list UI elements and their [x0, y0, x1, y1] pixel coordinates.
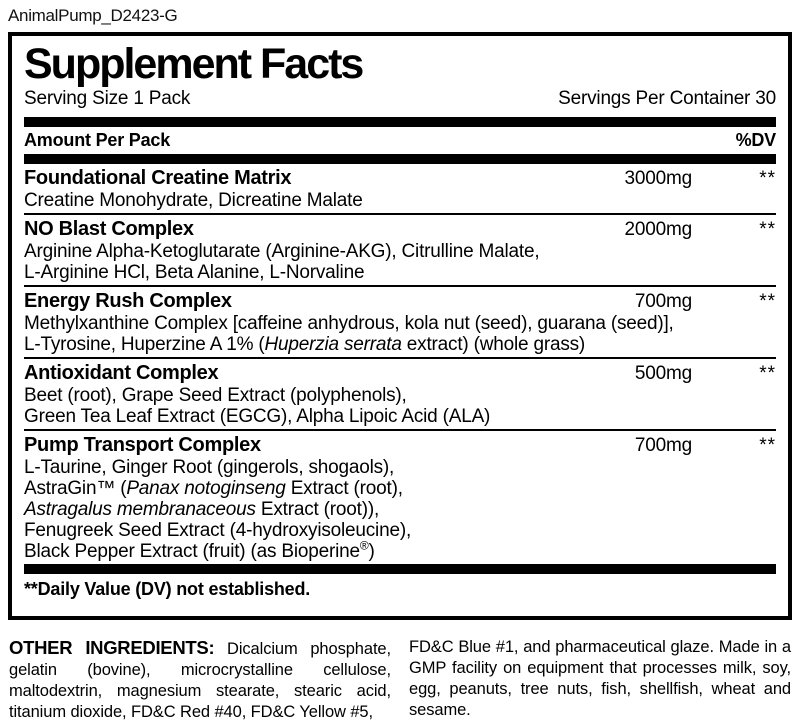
other-ingredients-column-1 [9, 637, 391, 723]
ingredient-description-line: L-Arginine HCl, Beta Alanine, L-Norvaline [24, 262, 365, 283]
dv-header: %DV [735, 130, 776, 150]
ingredient-description-line: Fenugreek Seed Extract (4-hydroxyisoleucine), [24, 520, 412, 541]
ingredient-description [24, 385, 776, 427]
ingredient-description [24, 313, 776, 355]
ingredient-row-top [24, 434, 776, 457]
ingredient-rows [24, 164, 776, 564]
divider-thick-header [24, 154, 776, 164]
document-label: AnimalPump_D2423-G [8, 6, 178, 25]
ingredient-amount: 2000mg [624, 219, 692, 240]
other-ingredients-heading: OTHER INGREDIENTS: [9, 637, 215, 658]
ingredient-dv: ** [759, 168, 776, 189]
supplement-facts-panel [8, 32, 792, 620]
ingredient-row [24, 164, 776, 215]
ingredient-row-top [24, 167, 776, 190]
dv-footnote: **Daily Value (DV) not established. [24, 579, 311, 599]
ingredient-dv: ** [759, 291, 776, 312]
ingredient-description-line: Methylxanthine Complex [caffeine anhydrous, kola nut (seed), guarana (seed)], [24, 313, 674, 334]
servings-per-container: Servings Per Container 30 [558, 88, 776, 109]
ingredient-row-top [24, 218, 776, 241]
ingredient-description [24, 457, 776, 562]
other-ingredients-text-1: Dicalcium phosphate, gelatin (bovine), microcrystalline cellulose, maltodextrin, magnesium stearate, stearic acid, titanium dioxide, FD&C Red #40, FD&C Yellow #5, [9, 640, 391, 721]
ingredient-description-line: Astragalus membranaceous Extract (root)), [24, 499, 380, 520]
ingredient-name: Pump Transport Complex [24, 434, 261, 456]
ingredient-amount: 700mg [634, 435, 692, 456]
panel-title: Supplement Facts [24, 40, 363, 88]
ingredient-description-line: L-Taurine, Ginger Root (gingerols, shogaols), [24, 457, 395, 478]
column-header-row [24, 127, 776, 154]
ingredient-row [24, 287, 776, 359]
ingredient-amount: 500mg [634, 363, 692, 384]
ingredient-description-line: Black Pepper Extract (fruit) (as Bioperine®) [24, 538, 375, 562]
ingredient-amount: 3000mg [624, 168, 692, 189]
serving-row [24, 88, 776, 110]
serving-size: Serving Size 1 Pack [24, 88, 191, 109]
divider-thick-bottom [24, 564, 776, 574]
ingredient-description-line: AstraGin™ (Panax notoginseng Extract (root), [24, 478, 403, 499]
other-ingredients-column-2: FD&C Blue #1, and pharmaceutical glaze. Made in a GMP facility on equipment that processes milk, soy, egg, peanuts, tree nuts, fish, shellfish, wheat and sesame. [409, 638, 791, 719]
ingredient-description-line: Creatine Monohydrate, Dicreatine Malate [24, 190, 363, 211]
ingredient-description [24, 190, 776, 211]
ingredient-dv: ** [759, 435, 776, 456]
ingredient-name: NO Blast Complex [24, 218, 194, 240]
ingredient-row [24, 431, 776, 564]
other-ingredients-section [8, 637, 792, 723]
ingredient-amount: 700mg [634, 291, 692, 312]
ingredient-description-line: Green Tea Leaf Extract (EGCG), Alpha Lipoic Acid (ALA) [24, 406, 491, 427]
ingredient-row [24, 359, 776, 431]
ingredient-description-line: Beet (root), Grape Seed Extract (polyphenols), [24, 385, 407, 406]
ingredient-name: Antioxidant Complex [24, 362, 219, 384]
divider-thick-top [24, 117, 776, 127]
ingredient-name: Energy Rush Complex [24, 290, 232, 312]
ingredient-name: Foundational Creatine Matrix [24, 167, 292, 189]
ingredient-description [24, 241, 776, 283]
ingredient-dv: ** [759, 219, 776, 240]
ingredient-row [24, 215, 776, 287]
ingredient-dv: ** [759, 363, 776, 384]
ingredient-row-top [24, 362, 776, 385]
amount-per-pack-header: Amount Per Pack [24, 130, 171, 150]
ingredient-description-line: Arginine Alpha-Ketoglutarate (Arginine-AKG), Citrulline Malate, [24, 241, 540, 262]
ingredient-description-line: L-Tyrosine, Huperzine A 1% (Huperzia serrata extract) (whole grass) [24, 334, 586, 355]
ingredient-row-top [24, 290, 776, 313]
